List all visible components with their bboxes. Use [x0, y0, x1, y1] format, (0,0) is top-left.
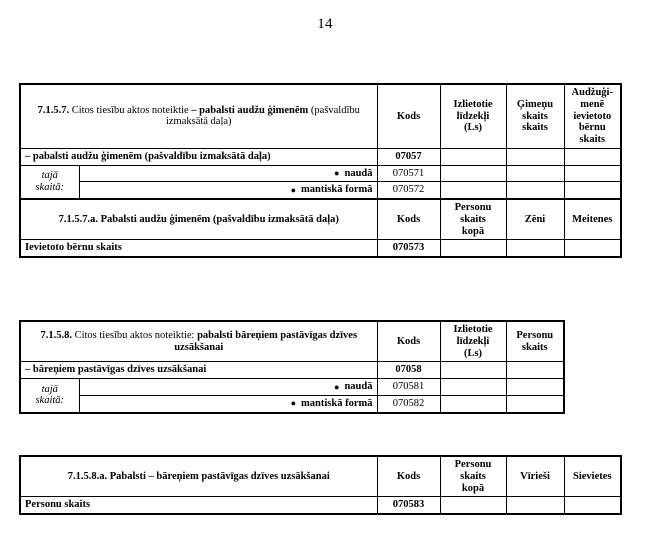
table-1-title-regular-2: (pašvaldību izmaksātā daļa) — [165, 104, 360, 128]
table-3-title-cell: 7.1.5.8.a. Pabalsti – bāreņiem pastāvīgas dzīves uzsākšanai — [20, 456, 377, 497]
table-2-col-personu — [506, 321, 564, 362]
table-3-row-0-value-sievietes[interactable] — [564, 497, 621, 514]
table-1-col-gimenu-line3: skaits — [522, 122, 548, 134]
table-1-taja-line2: skaitā: — [35, 181, 65, 193]
table-2-col-kods: Kods — [377, 321, 440, 362]
page-number: 14 — [317, 16, 333, 32]
table-3-col-sievietes: Sievietes — [564, 456, 621, 497]
table-1-row-1-label — [79, 165, 377, 182]
table-row — [20, 240, 621, 257]
table-2-row-0-label: – bāreņiem pastāvīgas dzīves uzsākšanai — [20, 362, 377, 379]
table-1-col-audzu-line5: skaits — [579, 134, 606, 145]
table-1-row-2-value-izlietotie[interactable] — [440, 182, 506, 199]
table-3-row-0-value-personu[interactable] — [440, 497, 506, 514]
table-2-col-personu-line1: Personu — [516, 329, 554, 341]
table-1-subheader-row — [20, 199, 621, 240]
table-row — [20, 148, 621, 165]
table-3-row-0-value-viriesi[interactable] — [506, 497, 564, 514]
table-3-col-personu-line1: Personu — [454, 459, 492, 470]
table-7-1-5-8 — [19, 320, 565, 414]
table-2-col-izlietotie-line3: (Ls) — [463, 347, 483, 359]
table-1-title-prefix: 7.1.5.7. — [37, 104, 70, 116]
table-3-row-0-code: 070583 — [377, 497, 440, 514]
table-2-row-1-code: 070581 — [377, 379, 440, 396]
table-2-row-2-value-izlietotie[interactable] — [440, 395, 506, 412]
table-1-sub-col-personu-line3: kopā — [461, 225, 485, 237]
table-1-row-1-value-izlietotie[interactable] — [440, 165, 506, 182]
table-row — [20, 379, 564, 396]
table-1-title-bold-1: pabalsti audžu ģimenēm — [199, 104, 309, 116]
table-2-row-1-value-izlietotie[interactable] — [440, 379, 506, 396]
table-row — [20, 497, 621, 514]
table-3-row-0-label: Personu skaits — [20, 497, 377, 514]
table-1-subheader-title: 7.1.5.7.a. Pabalsti audžu ģimenēm (pašvaldību izmaksātā daļa) — [20, 199, 377, 240]
table-1-row-1-code: 070571 — [377, 165, 440, 182]
table-row — [20, 182, 621, 199]
bullet-icon: ● — [290, 398, 297, 409]
table-1-col-gimenu-line2: skaits — [522, 110, 548, 122]
table-2-header-row — [20, 321, 564, 362]
bullet-icon: ● — [334, 168, 340, 179]
table-1-sub-col-personu-line2: skaits — [460, 213, 486, 225]
table-1-subrow-0-label: Ievietoto bērnu skaits — [20, 240, 377, 257]
table-1-subrow-0-value-meitenes[interactable] — [564, 240, 621, 257]
table-1-title-regular-1: Citos tiesību aktos noteiktie — [69, 104, 192, 116]
table-2-row-0-value-izlietotie[interactable] — [440, 362, 506, 379]
table-1-col-audzu-line1: Audžuģi- — [571, 87, 613, 98]
table-1-col-kods: Kods — [377, 84, 440, 148]
table-1-subrow-0-value-zeni[interactable] — [506, 240, 564, 257]
table-3-col-personu — [440, 456, 506, 497]
table-3-col-personu-line2: skaits — [460, 470, 486, 482]
table-2-row-0-value-personu[interactable] — [506, 362, 564, 379]
table-1-title-cell — [20, 84, 377, 148]
table-2-row-1-label-text: naudā — [344, 381, 373, 392]
table-2-row-2-code: 070582 — [377, 395, 440, 412]
table-7-1-5-7 — [19, 83, 622, 258]
table-1-row-2-value-gimenu[interactable] — [506, 182, 564, 199]
table-1-sub-col-personu-line1: Personu — [454, 202, 492, 213]
table-3-col-viriesi: Vīrieši — [506, 456, 564, 497]
table-row — [20, 165, 621, 182]
table-1-row-2-code: 070572 — [377, 182, 440, 199]
table-2-col-izlietotie-line1: Izlietotie — [453, 324, 493, 335]
table-1-col-izlietotie-line2: līdzekļi — [456, 110, 490, 122]
table-2-row-1-value-personu[interactable] — [506, 379, 564, 396]
table-1-row-0-code: 07057 — [377, 148, 440, 165]
table-1-title-dash: – — [191, 104, 200, 116]
table-1-col-izlietotie — [440, 84, 506, 148]
table-3-header-row — [20, 456, 621, 497]
table-3-col-personu-line3: kopā — [461, 482, 485, 494]
table-2-title-regular-1: Citos tiesību aktos noteiktie: — [71, 329, 198, 341]
table-1-col-gimenu-line1: Ģimeņu — [516, 98, 554, 110]
table-1-subrow-0-value-personu[interactable] — [440, 240, 506, 257]
table-1-row-1-label-text: naudā — [344, 167, 373, 179]
table-2-taja-line2: skaitā: — [35, 395, 65, 407]
table-2-row-2-value-personu[interactable] — [506, 395, 564, 412]
table-2-col-izlietotie-line2: līdzekļi — [456, 335, 490, 347]
table-2-taja-line1: tajā — [41, 383, 58, 395]
table-2-col-personu-line2: skaits — [521, 341, 548, 353]
table-2-row-0-code: 07058 — [377, 362, 440, 379]
table-1-subrow-0-code: 070573 — [377, 240, 440, 257]
table-row — [20, 362, 564, 379]
table-1-row-1-value-audzu[interactable] — [564, 165, 621, 182]
table-2-title-bold-1: pabalsti bāreņiem pastāvīgas dzīves uzsākšanai — [174, 329, 358, 353]
table-2-title-cell — [20, 321, 377, 362]
table-2-title-prefix: 7.1.5.8. — [40, 329, 72, 341]
table-2-taja-skaita-label — [20, 379, 79, 413]
table-2-row-2-label — [79, 395, 377, 412]
table-1-row-2-value-audzu[interactable] — [564, 182, 621, 199]
table-1-sub-col-personu — [440, 199, 506, 240]
table-1-taja-line1: tajā — [41, 170, 58, 181]
table-1-col-izlietotie-line3: (Ls) — [463, 122, 483, 134]
table-1-col-gimenu — [506, 84, 564, 148]
table-1-col-audzu-line4: bērnu — [578, 122, 606, 134]
table-1-col-audzugimene — [564, 84, 621, 148]
table-2-col-izlietotie — [440, 321, 506, 362]
table-1-row-0-label: – pabalsti audžu ģimenēm (pašvaldību izmaksātā daļa) — [20, 148, 377, 165]
table-1-col-audzu-line2: menē — [580, 98, 605, 110]
table-1-col-izlietotie-line1: Izlietotie — [453, 98, 493, 110]
bullet-icon: ● — [334, 381, 340, 392]
table-row — [20, 395, 564, 412]
bullet-icon: ● — [290, 184, 297, 195]
table-1-sub-col-zeni: Zēni — [506, 199, 564, 240]
table-1-sub-col-kods: Kods — [377, 199, 440, 240]
table-1-sub-col-meitenes: Meitenes — [564, 199, 621, 240]
table-2-row-1-label — [79, 379, 377, 396]
table-7-1-5-8-a — [19, 455, 622, 515]
table-1-header-row — [20, 84, 621, 148]
table-2-row-2-label-text: mantiskā formā — [301, 397, 373, 409]
table-1-row-1-value-gimenu[interactable] — [506, 165, 564, 182]
table-3-col-kods: Kods — [377, 456, 440, 497]
table-1-row-0-value-gimenu[interactable] — [506, 148, 564, 165]
table-1-taja-skaita-label — [20, 165, 79, 199]
table-1-col-audzu-line3: ievietoto — [573, 110, 612, 122]
table-1-row-2-label — [79, 182, 377, 199]
table-1-row-2-label-text: mantiskā formā — [301, 184, 373, 196]
table-1-row-0-value-izlietotie[interactable] — [440, 148, 506, 165]
table-1-row-0-value-audzu[interactable] — [564, 148, 621, 165]
